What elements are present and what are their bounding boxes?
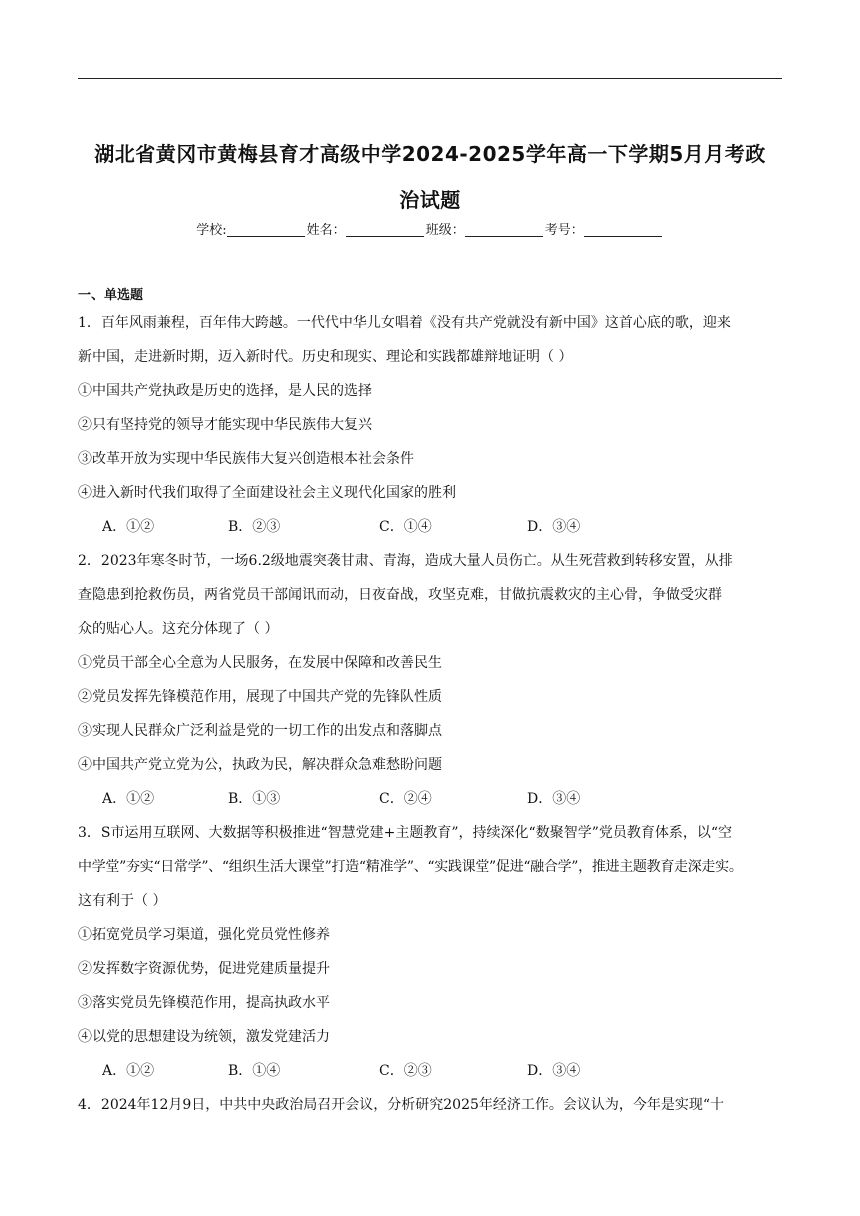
question-3-item-2: ②发挥数字资源优势，促进党建质量提升 (78, 961, 330, 977)
question-2-item-2: ②党员发挥先锋模范作用，展现了中国共产党的先锋队性质 (78, 689, 442, 705)
question-1-item-3: ③改革开放为实现中华民族伟大复兴创造根本社会条件 (78, 451, 414, 467)
question-2-stem-line-1: 2．2023年寒冬时节，一场6.2级地震突袭甘肃、青海，造成大量人员伤亡。从生死营救到转移安置，从排 (78, 553, 733, 569)
page-title-line-1: 湖北省黄冈市黄梅县育才高级中学2024-2025学年高一下学期5月月考政 (94, 142, 766, 166)
school-blank[interactable] (227, 223, 305, 237)
school-label: 学校: (196, 223, 227, 238)
name-label: 姓名： (306, 223, 346, 238)
class-blank[interactable] (465, 223, 543, 237)
class-label: 班级： (425, 223, 465, 238)
student-info-row (78, 219, 782, 238)
question-1-item-2: ②只有坚持党的领导才能实现中华民族伟大复兴 (78, 417, 372, 433)
question-2-stem-line-3: 众的贴心人。这充分体现了（ ） (78, 621, 279, 637)
question-1-option-d[interactable]: D．③④ (527, 519, 581, 535)
question-3-item-3: ③落实党员先锋模范作用，提高执政水平 (78, 995, 330, 1011)
name-blank[interactable] (346, 223, 424, 237)
question-1-item-4: ④进入新时代我们取得了全面建设社会主义现代化国家的胜利 (78, 485, 456, 501)
question-1-option-a[interactable]: A．①② (102, 519, 155, 535)
question-3-item-4: ④以党的思想建设为统领，激发党建活力 (78, 1029, 330, 1045)
question-2-item-1: ①党员干部全心全意为人民服务，在发展中保障和改善民生 (78, 655, 442, 671)
question-3-item-1: ①拓宽党员学习渠道，强化党员党性修养 (78, 927, 330, 943)
question-4-stem-line-1: 4．2024年12月9日，中共中央政治局召开会议，分析研究2025年经济工作。会议认为，今年是实现“十 (78, 1097, 725, 1113)
question-3-option-b[interactable]: B．①④ (228, 1063, 281, 1079)
exam-number-label: 考号： (544, 223, 584, 238)
exam-number-blank[interactable] (584, 223, 662, 237)
question-3-option-a[interactable]: A．①② (102, 1063, 155, 1079)
question-3-stem-line-2: 中学堂”夯实“日常学”、“组织生活大课堂”打造“精准学”、“实践课堂”促进“融合学”，推进主题教育走深走实。 (78, 859, 743, 875)
question-2-option-a[interactable]: A．①② (102, 791, 155, 807)
question-2-option-c[interactable]: C．②④ (379, 791, 432, 807)
page-title-line-2: 治试题 (399, 188, 461, 212)
question-1-stem-line-2: 新中国，走进新时期，迈入新时代。历史和现实、理论和实践都雄辩地证明（ ） (78, 349, 573, 365)
header-rule (78, 78, 782, 79)
question-3-option-d[interactable]: D．③④ (527, 1063, 581, 1079)
question-2-option-b[interactable]: B．①③ (228, 791, 281, 807)
question-2-item-4: ④中国共产党立党为公，执政为民，解决群众急难愁盼问题 (78, 757, 442, 773)
question-3-stem-line-1: 3．S市运用互联网、大数据等积极推进“智慧党建+主题教育”，持续深化“数聚智学”党员教育体系，以“空 (78, 825, 733, 841)
section-title: 一、单选题 (78, 288, 144, 303)
question-1-option-c[interactable]: C．①④ (379, 519, 432, 535)
question-2-option-d[interactable]: D．③④ (527, 791, 581, 807)
question-2-stem-line-2: 查隐患到抢救伤员，两省党员干部闻讯而动，日夜奋战，攻坚克难，甘做抗震救灾的主心骨，争做受灾群 (78, 587, 722, 603)
question-1-item-1: ①中国共产党执政是历史的选择，是人民的选择 (78, 383, 372, 399)
question-1-option-b[interactable]: B．②③ (228, 519, 281, 535)
question-2-item-3: ③实现人民群众广泛利益是党的一切工作的出发点和落脚点 (78, 723, 442, 739)
question-1-stem-line-1: 1．百年风雨兼程，百年伟大跨越。一代代中华儿女唱着《没有共产党就没有新中国》这首心底的歌，迎来 (78, 315, 731, 331)
question-3-stem-line-3: 这有利于（ ） (78, 893, 167, 909)
question-3-option-c[interactable]: C．②③ (379, 1063, 432, 1079)
